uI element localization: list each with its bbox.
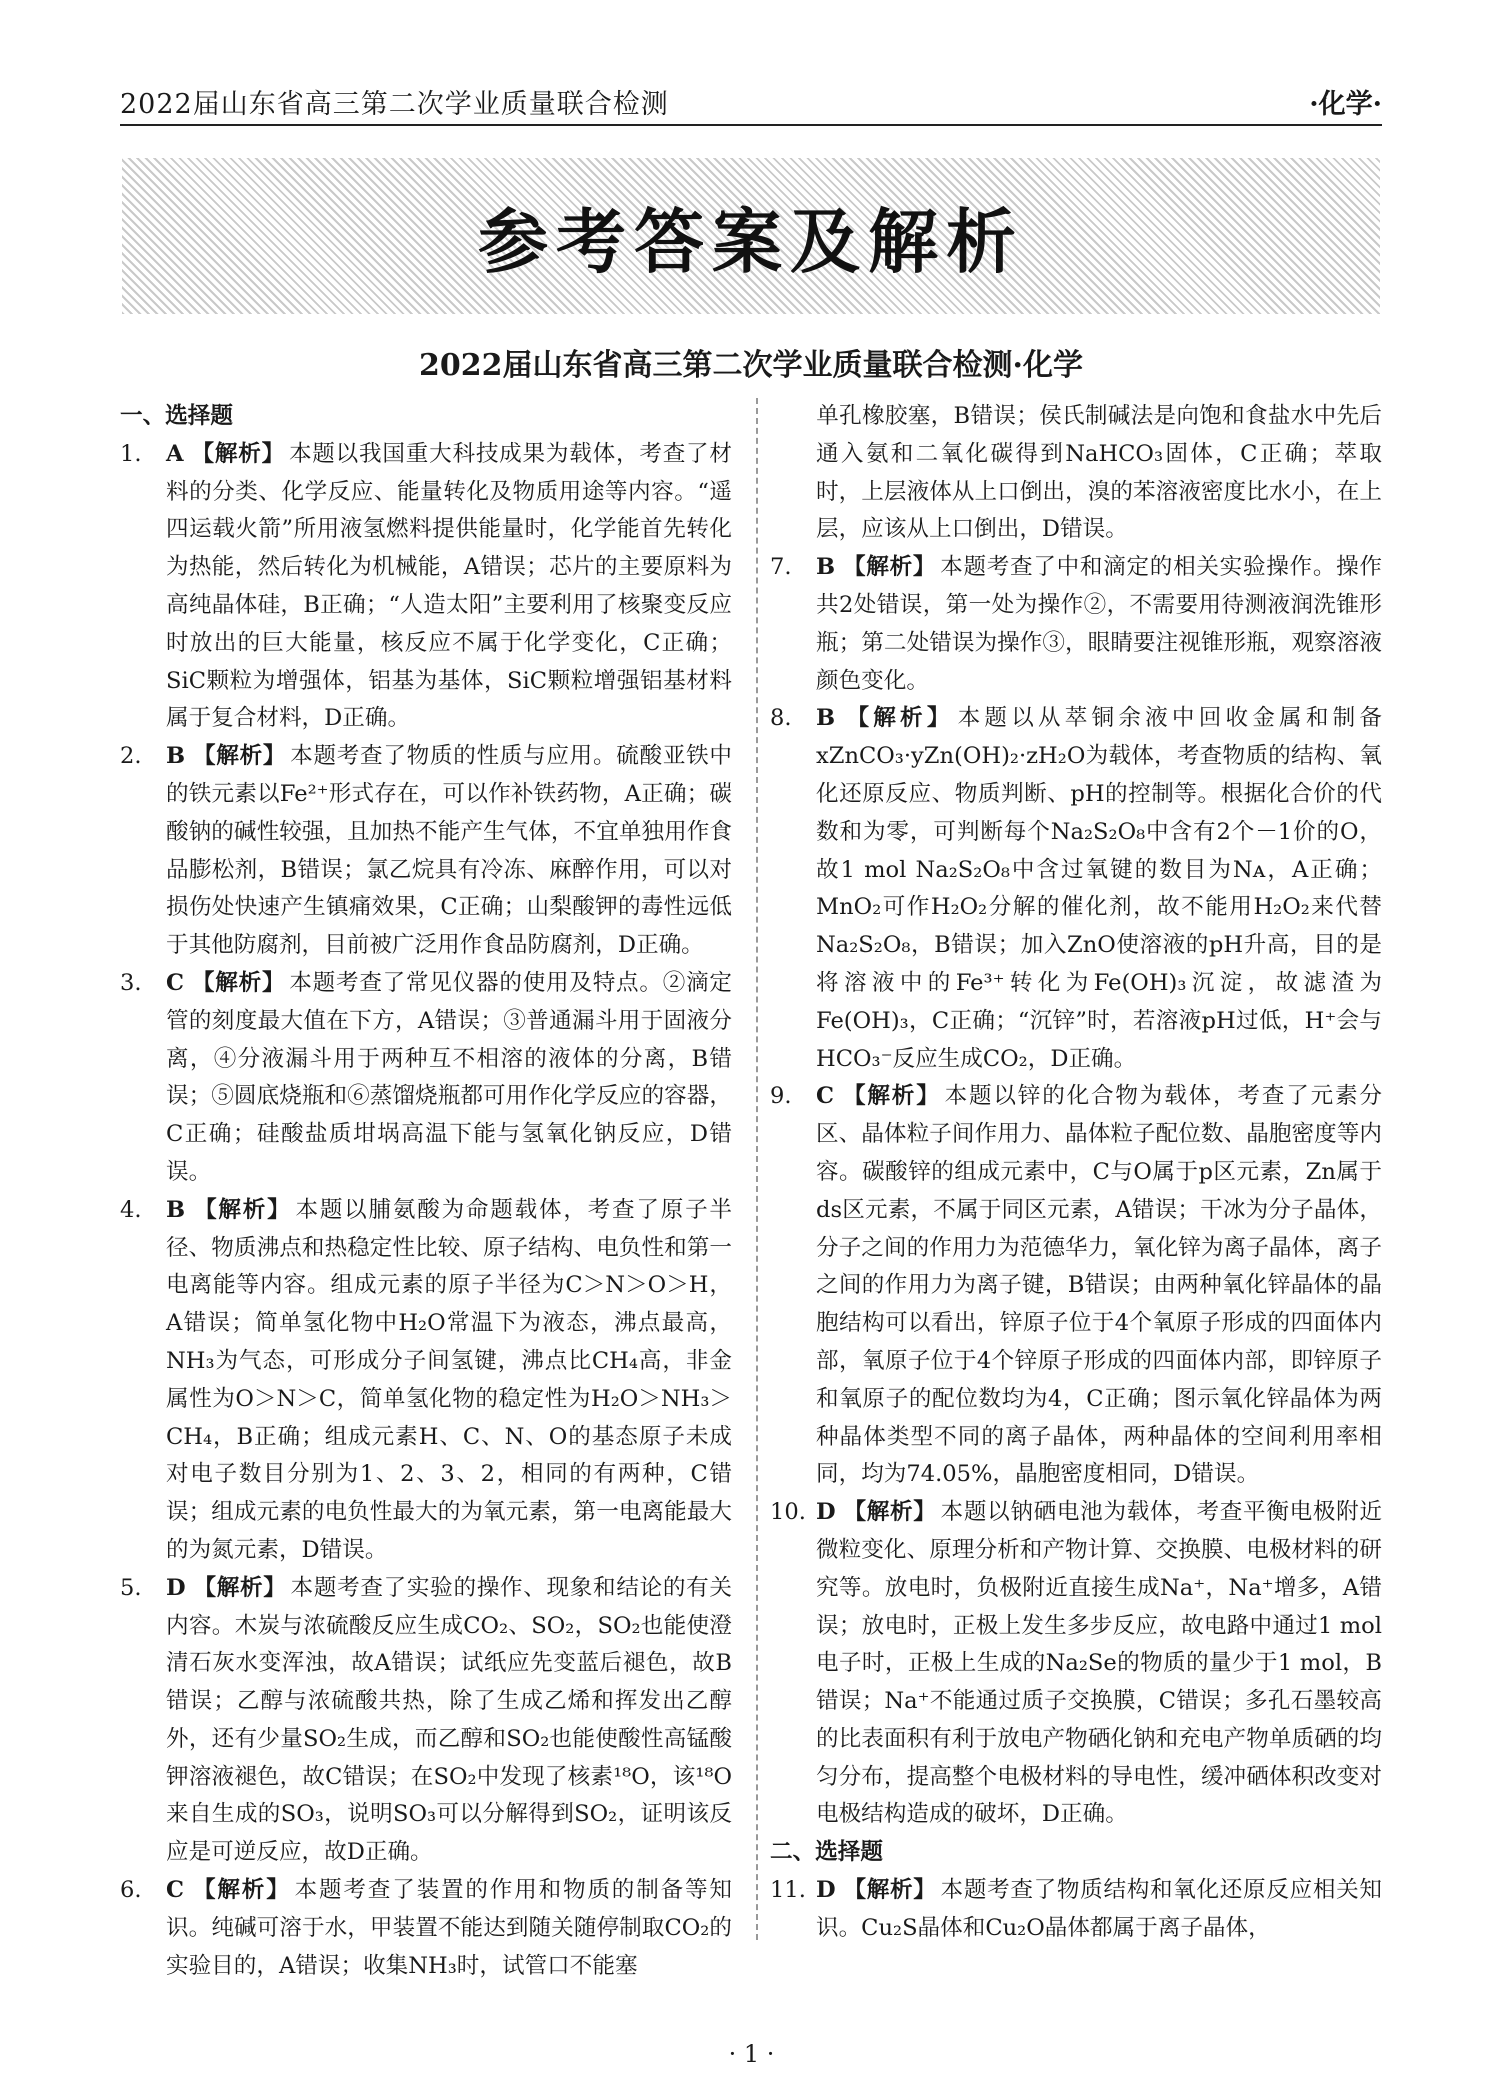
analysis-tag: 【解析】 [846, 705, 954, 732]
title-banner [122, 158, 1380, 314]
analysis-text: 本题考查了中和滴定的相关实验操作。操作共2处错误，第一处为操作②，不需要用待测液润洗锥形瓶；第二处错误为操作③，眼睛要注视锥形瓶，观察溶液颜色变化。 [816, 554, 1383, 694]
item-answer: B [816, 705, 836, 732]
item-answer: D [166, 1574, 186, 1601]
header-exam-title: 2022届山东省高三第二次学业质量联合检测 [120, 88, 669, 120]
answer-item [120, 1570, 732, 1872]
analysis-tag: 【解析】 [192, 1877, 291, 1904]
answer-item [120, 436, 732, 738]
item-answer: C [166, 969, 184, 996]
item-answer: C [166, 1877, 184, 1904]
item-number: 7. [770, 554, 792, 581]
answer-item [770, 1494, 1382, 1834]
item-number: 9. [770, 1083, 792, 1110]
page-header [120, 78, 1382, 126]
banner-title: 参考答案及解析 [478, 200, 1024, 283]
page-number: · 1 · [728, 2040, 775, 2068]
answer-item [120, 738, 732, 965]
analysis-tag: 【解析】 [194, 1196, 292, 1223]
item-number: 1. [120, 440, 142, 467]
document-title: 2022届山东省高三第二次学业质量联合检测·化学 [419, 348, 1083, 383]
analysis-tag: 【解析】 [191, 440, 285, 467]
header-subject: ·化学· [1309, 88, 1382, 120]
analysis-text: 本题考查了常见仪器的使用及特点。②滴定管的刻度最大值在下方，A错误；③普通漏斗用于固液分离，④分液漏斗用于两种互不相溶的液体的分离，B错误；⑤圆底烧瓶和⑥蒸馏烧瓶都可用作化学反应的容器，C正确；硅酸盐质坩埚高温下能与氢氧化钠反应，D错误。 [166, 969, 733, 1185]
analysis-text: 本题以钠硒电池为载体，考查平衡电极附近微粒变化、原理分析和产物计算、交换膜、电极材料的研究等。放电时，负极附近直接生成Na⁺，Na⁺增多，A错误；放电时，正极上发生多步反应，故电路中通过1 mol电子时，正极上生成的Na₂Se的物质的量少于1 mol，B错误；Na⁺不能通过质子交换膜，C错误；多孔石墨较高的比表面积有利于放电产物硒化钠和充电产物单质硒的均匀分布，提高整个电极材料的导电性，缓冲硒体积改变对电极结构造成的破坏，D正确。 [816, 1499, 1383, 1828]
analysis-text: 本题以我国重大科技成果为载体，考查了材料的分类、化学反应、能量转化及物质用途等内容。“遥四运载火箭”所用液氢燃料提供能量时，化学能首先转化为热能，然后转化为机械能，A错误；芯片的主要原料为高纯晶体硅，B正确；“人造太阳”主要利用了核聚变反应时放出的巨大能量，核反应不属于化学变化，C正确；SiC颗粒为增强体，铝基为基体，SiC颗粒增强铝基材料属于复合材料，D正确。 [166, 440, 733, 732]
analysis-tag: 【解析】 [843, 1499, 937, 1526]
item-answer: A [166, 440, 184, 467]
section-heading: 二、选择题 [770, 1839, 883, 1866]
answer-item [120, 1192, 732, 1570]
analysis-text: 本题考查了物质的性质与应用。硫酸亚铁中的铁元素以Fe²⁺形式存在，可以作补铁药物，A正确；碳酸钠的碱性较强，且加热不能产生气体，不宜单独用作食品膨松剂，B错误；氯乙烷具有冷冻、麻醉作用，可以对损伤处快速产生镇痛效果，C正确；山梨酸钾的毒性远低于其他防腐剂，目前被广泛用作食品防腐剂，D正确。 [166, 743, 733, 959]
item-number: 2. [120, 743, 142, 770]
item-number: 4. [120, 1196, 142, 1223]
analysis-text: 本题以从萃铜余液中回收金属和制备xZnCO₃·yZn(OH)₂·zH₂O为载体，考查物质的结构、氧化还原反应、物质判断、pH的控制等。根据化合价的代数和为零，可判断每个Na₂S₂O₈中含有2个－1价的O，故1 mol Na₂S₂O₈中含过氧键的数目为Nᴀ，A正确；MnO₂可作H₂O₂分解的催化剂，故不能用H₂O₂来代替Na₂S₂O₈，B错误；加入ZnO使溶液的pH升高，目的是将溶液中的Fe³⁺转化为Fe(OH)₃沉淀，故滤渣为Fe(OH)₃，C正确；“沉锌”时，若溶液pH过低，H⁺会与HCO₃⁻反应生成CO₂，D正确。 [816, 705, 1382, 1072]
item-answer: D [816, 1499, 836, 1526]
answer-item [770, 1078, 1382, 1494]
item-answer: B [166, 1196, 186, 1223]
answer-item-continued [770, 398, 1382, 549]
item-answer: B [816, 554, 836, 581]
item-number: 5. [120, 1574, 142, 1601]
analysis-tag: 【解析】 [842, 1083, 941, 1110]
analysis-tag: 【解析】 [193, 743, 287, 770]
answer-item [770, 700, 1382, 1078]
answer-item [120, 1872, 732, 1985]
analysis-text: 本题以锌的化合物为载体，考查了元素分区、晶体粒子间作用力、晶体粒子配位数、晶胞密度等内容。碳酸锌的组成元素中，C与O属于p区元素，Zn属于ds区元素，不属于同区元素，A错误；干冰为分子晶体，分子之间的作用力为范德华力，氧化锌为离子晶体，离子之间的作用力为离子键，B错误；由两种氧化锌晶体的晶胞结构可以看出，锌原子位于4个氧原子形成的四面体内部，氧原子位于4个锌原子形成的四面体内部，即锌原子和氧原子的配位数均为4，C正确；图示氧化锌晶体为两种晶体类型不同的离子晶体，两种晶体的空间利用率相同，均为74.05%，晶胞密度相同，D错误。 [816, 1083, 1383, 1488]
item-answer: C [816, 1083, 834, 1110]
item-number: 8. [770, 705, 792, 732]
analysis-text: 单孔橡胶塞，B错误；侯氏制碱法是向饱和食盐水中先后通入氨和二氧化碳得到NaHCO₃固体，C正确；萃取时，上层液体从上口倒出，溴的苯溶液密度比水小，在上层，应该从上口倒出，D错误。 [816, 403, 1382, 543]
answer-item [120, 965, 732, 1192]
analysis-text: 本题以脯氨酸为命题载体，考查了原子半径、物质沸点和热稳定性比较、原子结构、电负性和第一电离能等内容。组成元素的原子半径为C＞N＞O＞H，A错误；简单氢化物中H₂O常温下为液态，沸点最高，NH₃为气态，可形成分子间氢键，沸点比CH₄高，非金属性为O＞N＞C，简单氢化物的稳定性为H₂O＞NH₃＞CH₄，B正确；组成元素H、C、N、O的基态原子未成对电子数目分别为1、2、3、2，相同的有两种，C错误；组成元素的电负性最大的为氧元素，第一电离能最大的为氮元素，D错误。 [166, 1196, 733, 1563]
analysis-text: 本题考查了实验的操作、现象和结论的有关内容。木炭与浓硫酸反应生成CO₂、SO₂，SO₂也能使澄清石灰水变浑浊，故A错误；试纸应先变蓝后褪色，故B错误；乙醇与浓硫酸共热，除了生成乙烯和挥发出乙醇外，还有少量SO₂生成，而乙醇和SO₂也能使酸性高锰酸钾溶液褪色，故C错误；在SO₂中发现了核素¹⁸O，该¹⁸O来自生成的SO₃，说明SO₃可以分解得到SO₂，证明该反应是可逆反应，故D正确。 [166, 1574, 733, 1866]
analysis-text: 本题考查了物质结构和氧化还原反应相关知识。Cu₂S晶体和Cu₂O晶体都属于离子晶体， [816, 1877, 1383, 1941]
analysis-tag: 【解析】 [843, 1877, 937, 1904]
column-divider [756, 398, 758, 1940]
item-answer: D [816, 1877, 836, 1904]
analysis-tag: 【解析】 [843, 554, 937, 581]
item-answer: B [166, 743, 186, 770]
answer-item [770, 549, 1382, 700]
item-number: 10. [770, 1499, 806, 1526]
item-number: 6. [120, 1877, 142, 1904]
answer-item [770, 1872, 1382, 1948]
left-column [120, 398, 732, 1985]
item-number: 3. [120, 969, 142, 996]
section-heading: 一、选择题 [120, 403, 233, 429]
analysis-tag: 【解析】 [193, 1574, 287, 1601]
right-column [770, 398, 1382, 1948]
analysis-text: 本题考查了装置的作用和物质的制备等知识。纯碱可溶于水，甲装置不能达到随关随停制取CO₂的实验目的，A错误；收集NH₃时，试管口不能塞 [166, 1877, 733, 1979]
analysis-tag: 【解析】 [191, 969, 286, 996]
item-number: 11. [770, 1877, 806, 1904]
